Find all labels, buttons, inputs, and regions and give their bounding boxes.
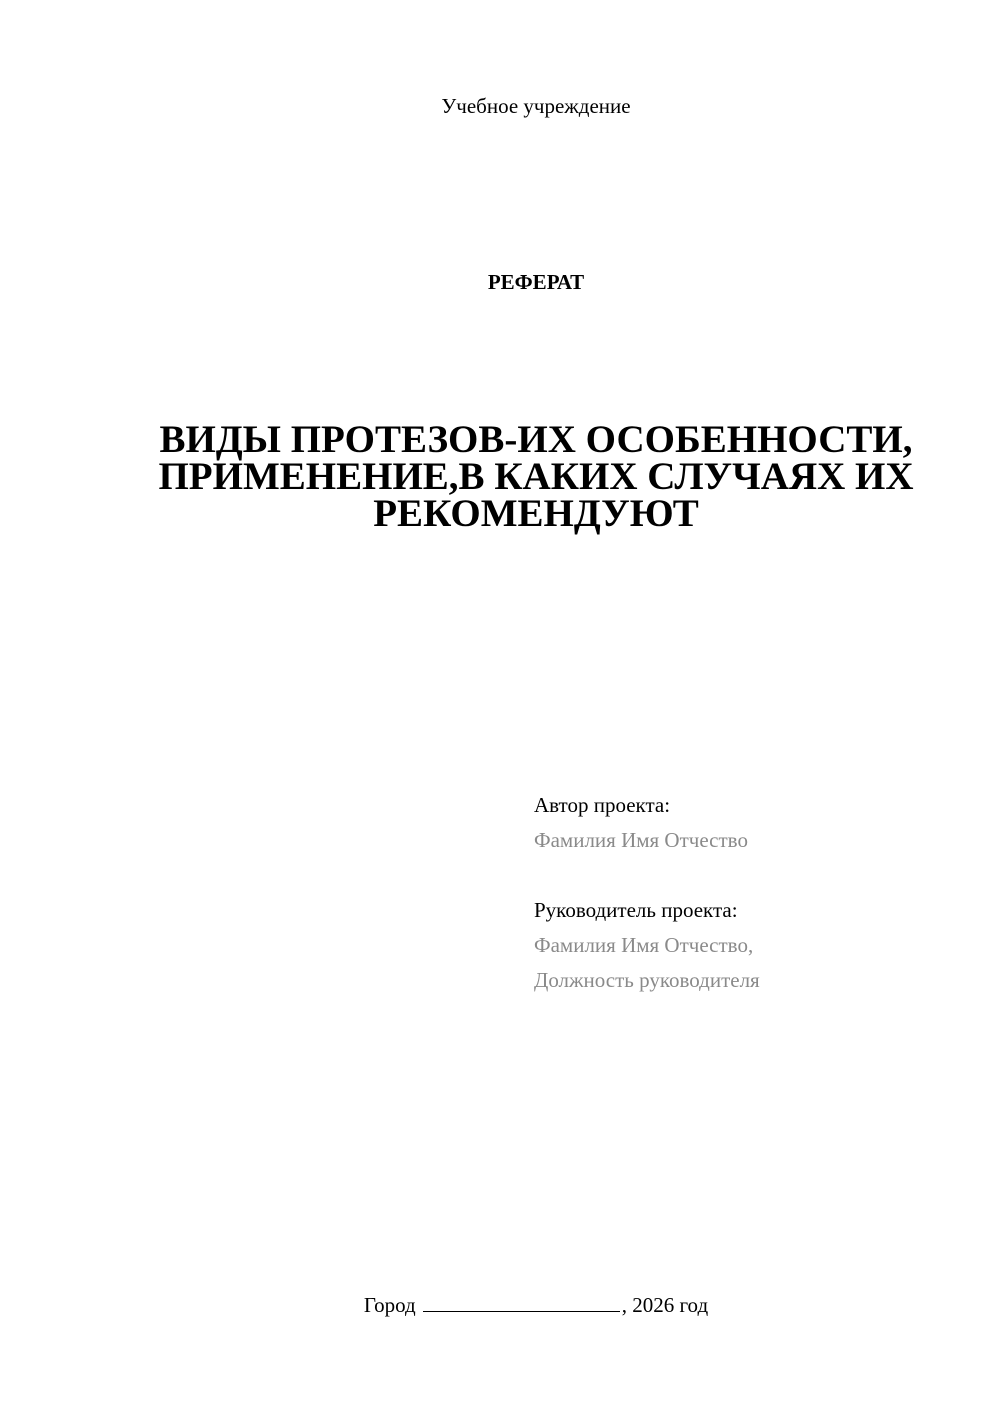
- institution-name: Учебное учреждение: [441, 94, 631, 118]
- year-text: , 2026 год: [621, 1293, 709, 1317]
- city-blank-line: [423, 1291, 620, 1312]
- city-year-line: [0, 1291, 1000, 1319]
- title-line-1: ВИДЫ ПРОТЕЗОВ-ИХ ОСОБЕННОСТИ,: [159, 418, 913, 461]
- supervisor-name-placeholder: Фамилия Имя Отчество,: [534, 933, 754, 957]
- author-name-placeholder: Фамилия Имя Отчество: [534, 828, 748, 852]
- supervisor-position-placeholder: Должность руководителя: [534, 968, 760, 992]
- title-line-2: ПРИМЕНЕНИЕ,В КАКИХ СЛУЧАЯХ ИХ: [158, 455, 914, 498]
- credits-spacer: [534, 858, 974, 893]
- document-title: [150, 418, 922, 535]
- city-label: Город: [363, 1293, 416, 1317]
- credits-block: [534, 788, 974, 998]
- author-label: Автор проекта:: [534, 793, 671, 817]
- document-type: РЕФЕРАТ: [487, 270, 585, 294]
- title-line-3: РЕКОМЕНДУЮТ: [373, 492, 699, 535]
- supervisor-label: Руководитель проекта:: [534, 898, 738, 922]
